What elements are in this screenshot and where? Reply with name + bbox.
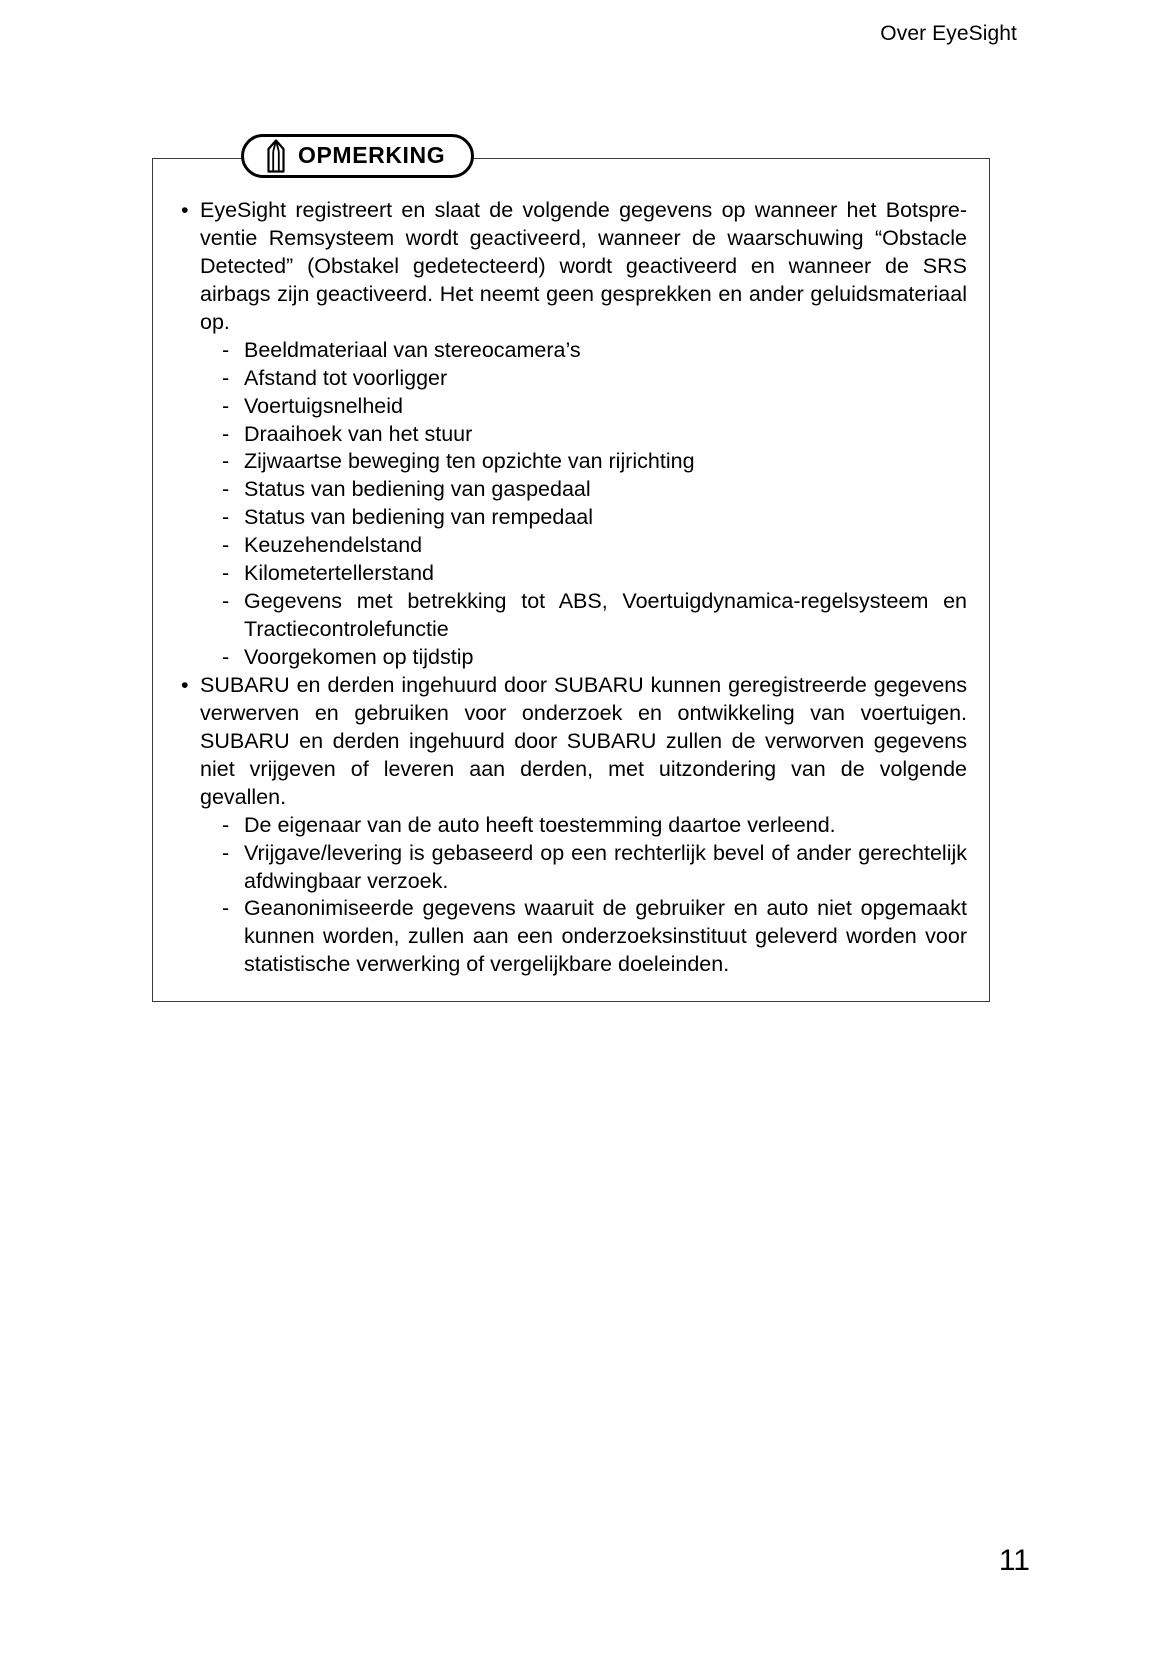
bullet-marker: • [181, 198, 189, 222]
dash-marker: - [222, 812, 230, 837]
list-item [222, 644, 967, 672]
note-box-title-label: OPMERKING [298, 142, 446, 168]
list-item [222, 393, 967, 421]
page-number: 11 [998, 1544, 1030, 1577]
dash-marker: - [222, 337, 230, 362]
dash-text: Status van bediening van gaspedaal [244, 477, 591, 502]
pencil-icon [266, 139, 286, 173]
list-item [175, 197, 967, 672]
list-item [222, 895, 967, 979]
dash-marker: - [222, 589, 230, 614]
dash-text: De eigenaar van de auto heeft toestemming daartoe verleend. [244, 812, 836, 837]
dash-marker: - [222, 561, 230, 586]
list-item [222, 560, 967, 588]
sub-dash-list [200, 337, 967, 672]
list-item [222, 532, 967, 560]
running-header-title: Over EyeSight [880, 22, 1017, 45]
dash-marker: - [222, 421, 230, 446]
dash-marker: - [222, 533, 230, 558]
dash-marker: - [222, 505, 230, 530]
dash-text: Afstand tot voorligger [244, 365, 448, 390]
dash-text: Kilometertellerstand [244, 561, 435, 586]
bullet-paragraph: SUBARU en derden ingehuurd door SUBARU kunnen geregistreerde gegevens verwerven en gebruiken voor onderzoek en ontwikkeling van voertuigen. SUBARU en derden ingehuurd door SUBARU zullen de verworven gegevens niet vrijgeven of leveren aan derden, met uitzondering van de volgende gevallen. [200, 672, 967, 809]
dash-text: Zijwaartse beweging ten opzichte van rijrichting [244, 449, 695, 474]
dash-text: Draaihoek van het stuur [244, 421, 473, 446]
list-item [222, 448, 967, 476]
dash-text: Vrijgave/levering is gebaseerd op een rechterlijk bevel of ander gerechtelijk afdwingbaar verzoek. [244, 840, 967, 893]
dash-marker: - [222, 477, 230, 502]
list-item [175, 672, 967, 979]
list-item [222, 365, 967, 393]
bullet-marker: • [181, 672, 189, 697]
dash-marker: - [222, 645, 230, 669]
dash-marker: - [222, 896, 230, 921]
dash-text: Gegevens met betrekking tot ABS, Voertuigdynamica-regelsysteem en Tractiecontrolefunctie [244, 589, 967, 642]
list-item [222, 504, 967, 532]
note-bullet-list [175, 197, 967, 979]
dash-marker: - [222, 449, 230, 474]
list-item [222, 421, 967, 449]
dash-text: Voertuigsnelheid [244, 393, 403, 418]
dash-text: Status van bediening van rempedaal [244, 505, 594, 530]
list-item [222, 588, 967, 644]
dash-text: Voorgekomen op tijdstip [244, 645, 474, 669]
note-box-title-pill [241, 134, 474, 178]
dash-text: Keuzehendelstand [244, 533, 423, 558]
dash-text: Beeldmateriaal van stereocamera’s [244, 337, 581, 362]
list-item [222, 840, 967, 896]
dash-marker: - [222, 840, 230, 865]
list-item [222, 476, 967, 504]
dash-marker: - [222, 365, 230, 390]
note-box-body [175, 197, 967, 979]
sub-dash-list [200, 812, 967, 980]
list-item [222, 337, 967, 365]
note-box [152, 142, 990, 1002]
dash-marker: - [222, 393, 230, 418]
dash-text: Geanonimiseerde gegevens waaruit de gebruiker en auto niet opgemaakt kunnen worden, zullen aan een onderzoeksinstituut geleverd worden voor statistische verwerking of vergelijkbare doeleinden. [244, 896, 967, 977]
bullet-paragraph: EyeSight registreert en slaat de volgende gegevens op wanneer het Botsprevent​ie Remsysteem wordt geactiveerd, wanneer de waarschuwing “Obstacle Detected” (Obstakel gedetecteerd) wordt geactiveerd en wanneer de SRS airbags zijn geactiveerd. Het neemt geen gesprekken en ander geluidsmateriaal op. [200, 198, 967, 334]
list-item [222, 812, 967, 840]
